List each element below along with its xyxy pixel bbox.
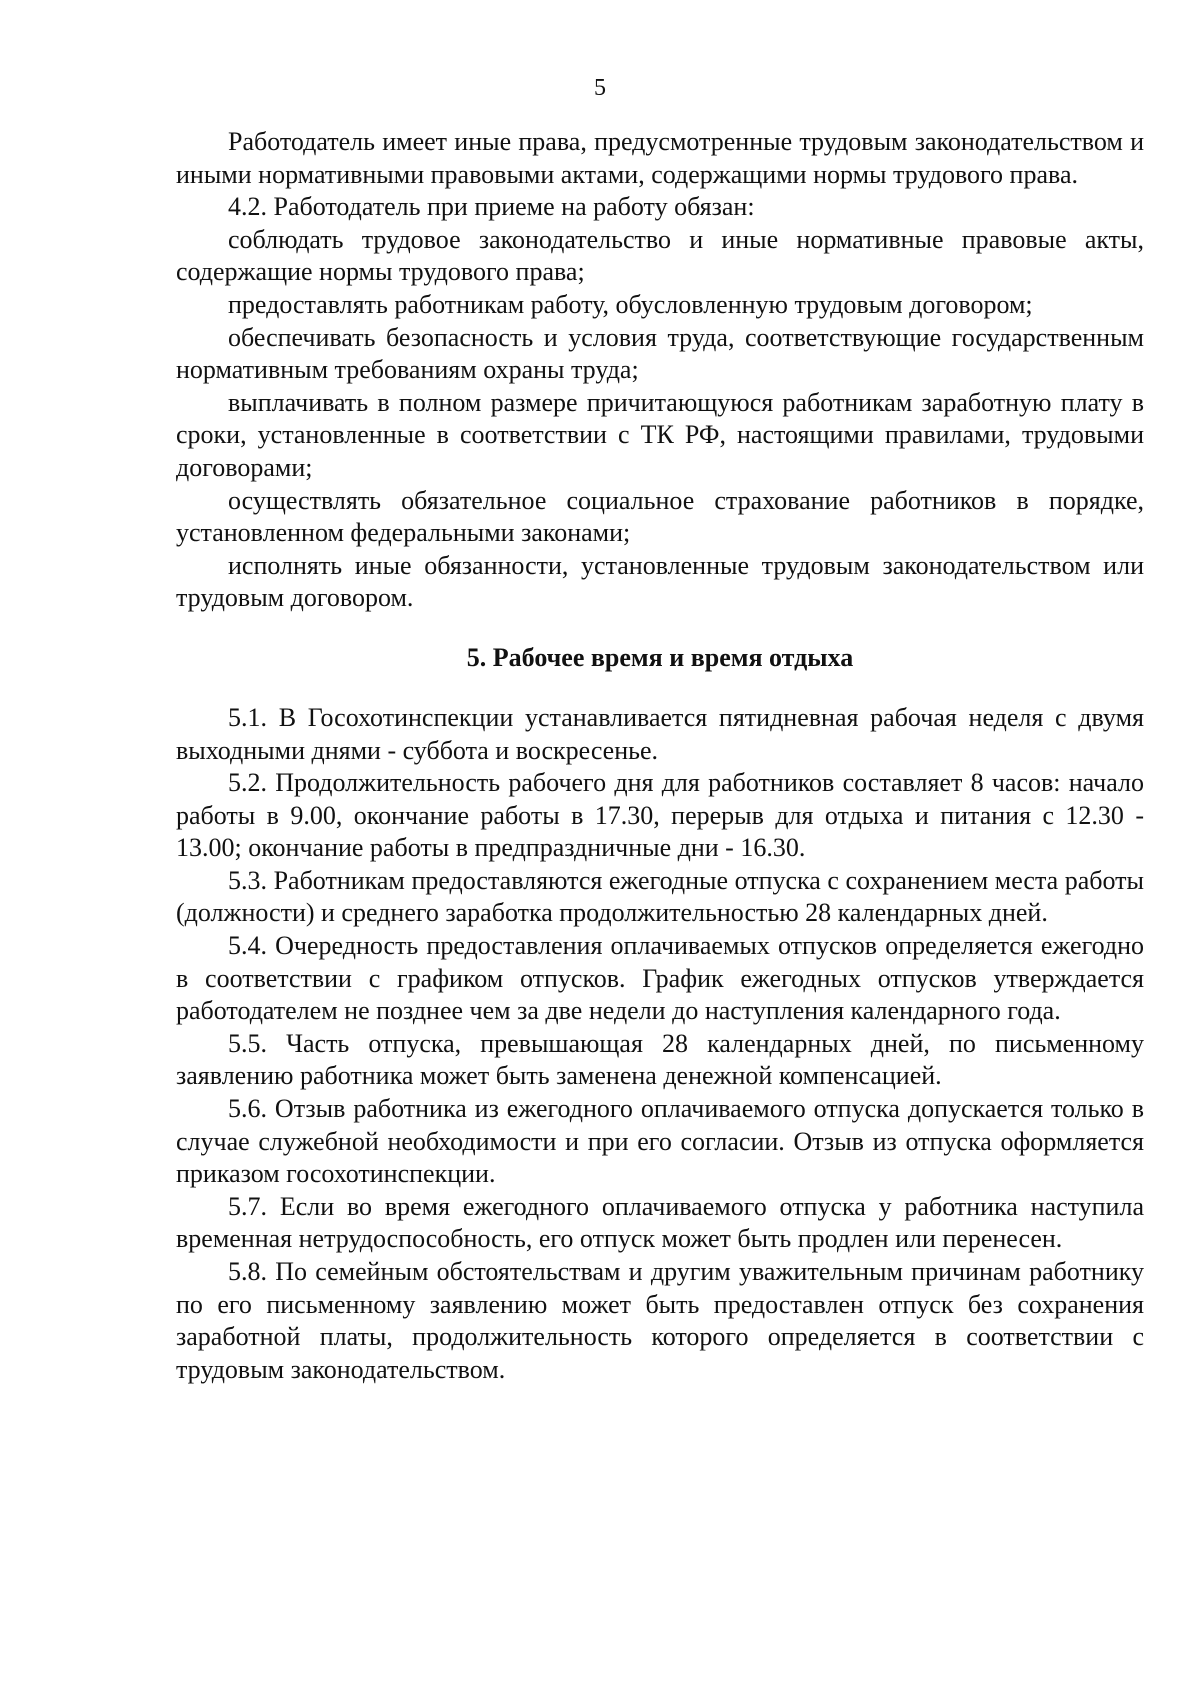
document-body: [176, 126, 1144, 1386]
paragraph-employer-rights: Работодатель имеет иные права, предусмотренные трудовым законодательством и иными нормативными правовыми актами, содержащими нормы трудового права.: [176, 127, 1144, 189]
paragraph-obligation-other-duties: исполнять иные обязанности, установленные трудовым законодательством или трудовым договором.: [176, 550, 1144, 613]
paragraph-5-6: 5.6. Отзыв работника из ежегодного оплачиваемого отпуска допускается только в случае служебной необходимости и при его согласии. Отзыв из отпуска оформляется приказом госохотинспекции.: [176, 1094, 1144, 1189]
paragraph-4-2: 4.2. Работодатель при приеме на работу обязан:: [228, 192, 755, 222]
paragraph-5-1: 5.1. В Госохотинспекции устанавливается пятидневная рабочая неделя с двумя выходными днями - суббота и воскресенье.: [176, 702, 1144, 765]
paragraph-5-7: 5.7. Если во время ежегодного оплачиваемого отпуска у работника наступила временная нетрудоспособность, его отпуск может быть продлен или перенесен.: [176, 1191, 1144, 1254]
paragraph-obligation-comply-law: соблюдать трудовое законодательство и иные нормативные правовые акты, содержащие нормы трудового права;: [176, 224, 1144, 287]
paragraph-obligation-social-insurance: осуществлять обязательное социальное страхование работников в порядке, установленном федеральными законами;: [176, 485, 1144, 548]
paragraph-5-8: 5.8. По семейным обстоятельствам и другим уважительным причинам работнику по его письменному заявлению может быть предоставлен отпуск без сохранения заработной платы, продолжительность которого определяется в соответствии с трудовым законодательством.: [176, 1257, 1144, 1384]
paragraph-5-4: 5.4. Очередность предоставления оплачиваемых отпусков определяется ежегодно в соответствии с графиком отпусков. График ежегодных отпусков утверждается работодателем не позднее чем за две недели до наступления календарного года.: [176, 931, 1144, 1026]
paragraph-5-5: 5.5. Часть отпуска, превышающая 28 календарных дней, по письменному заявлению работника может быть заменена денежной компенсацией.: [176, 1028, 1144, 1091]
paragraph-obligation-pay-salary: выплачивать в полном размере причитающуюся работникам заработную плату в сроки, установленные в соответствии с ТК РФ, настоящими правилами, трудовыми договорами;: [176, 387, 1144, 482]
paragraph-5-2: 5.2. Продолжительность рабочего дня для работников составляет 8 часов: начало работы в 9.00, окончание работы в 17.30, перерыв для отдыха и питания с 12.30 - 13.00; окончание работы в предпраздничные дни - 16.30.: [176, 768, 1144, 863]
section-heading: 5. Рабочее время и время отдыха: [466, 642, 854, 672]
paragraph-5-3: 5.3. Работникам предоставляются ежегодные отпуска с сохранением места работы (должности) и среднего заработка продолжительностью 28 календарных дней.: [176, 865, 1144, 928]
page-number: 5: [594, 75, 606, 101]
paragraph-obligation-provide-work: предоставлять работникам работу, обусловленную трудовым договором;: [228, 289, 1033, 319]
paragraph-obligation-safety: обеспечивать безопасность и условия труда, соответствующие государственным нормативным требованиям охраны труда;: [176, 322, 1144, 385]
